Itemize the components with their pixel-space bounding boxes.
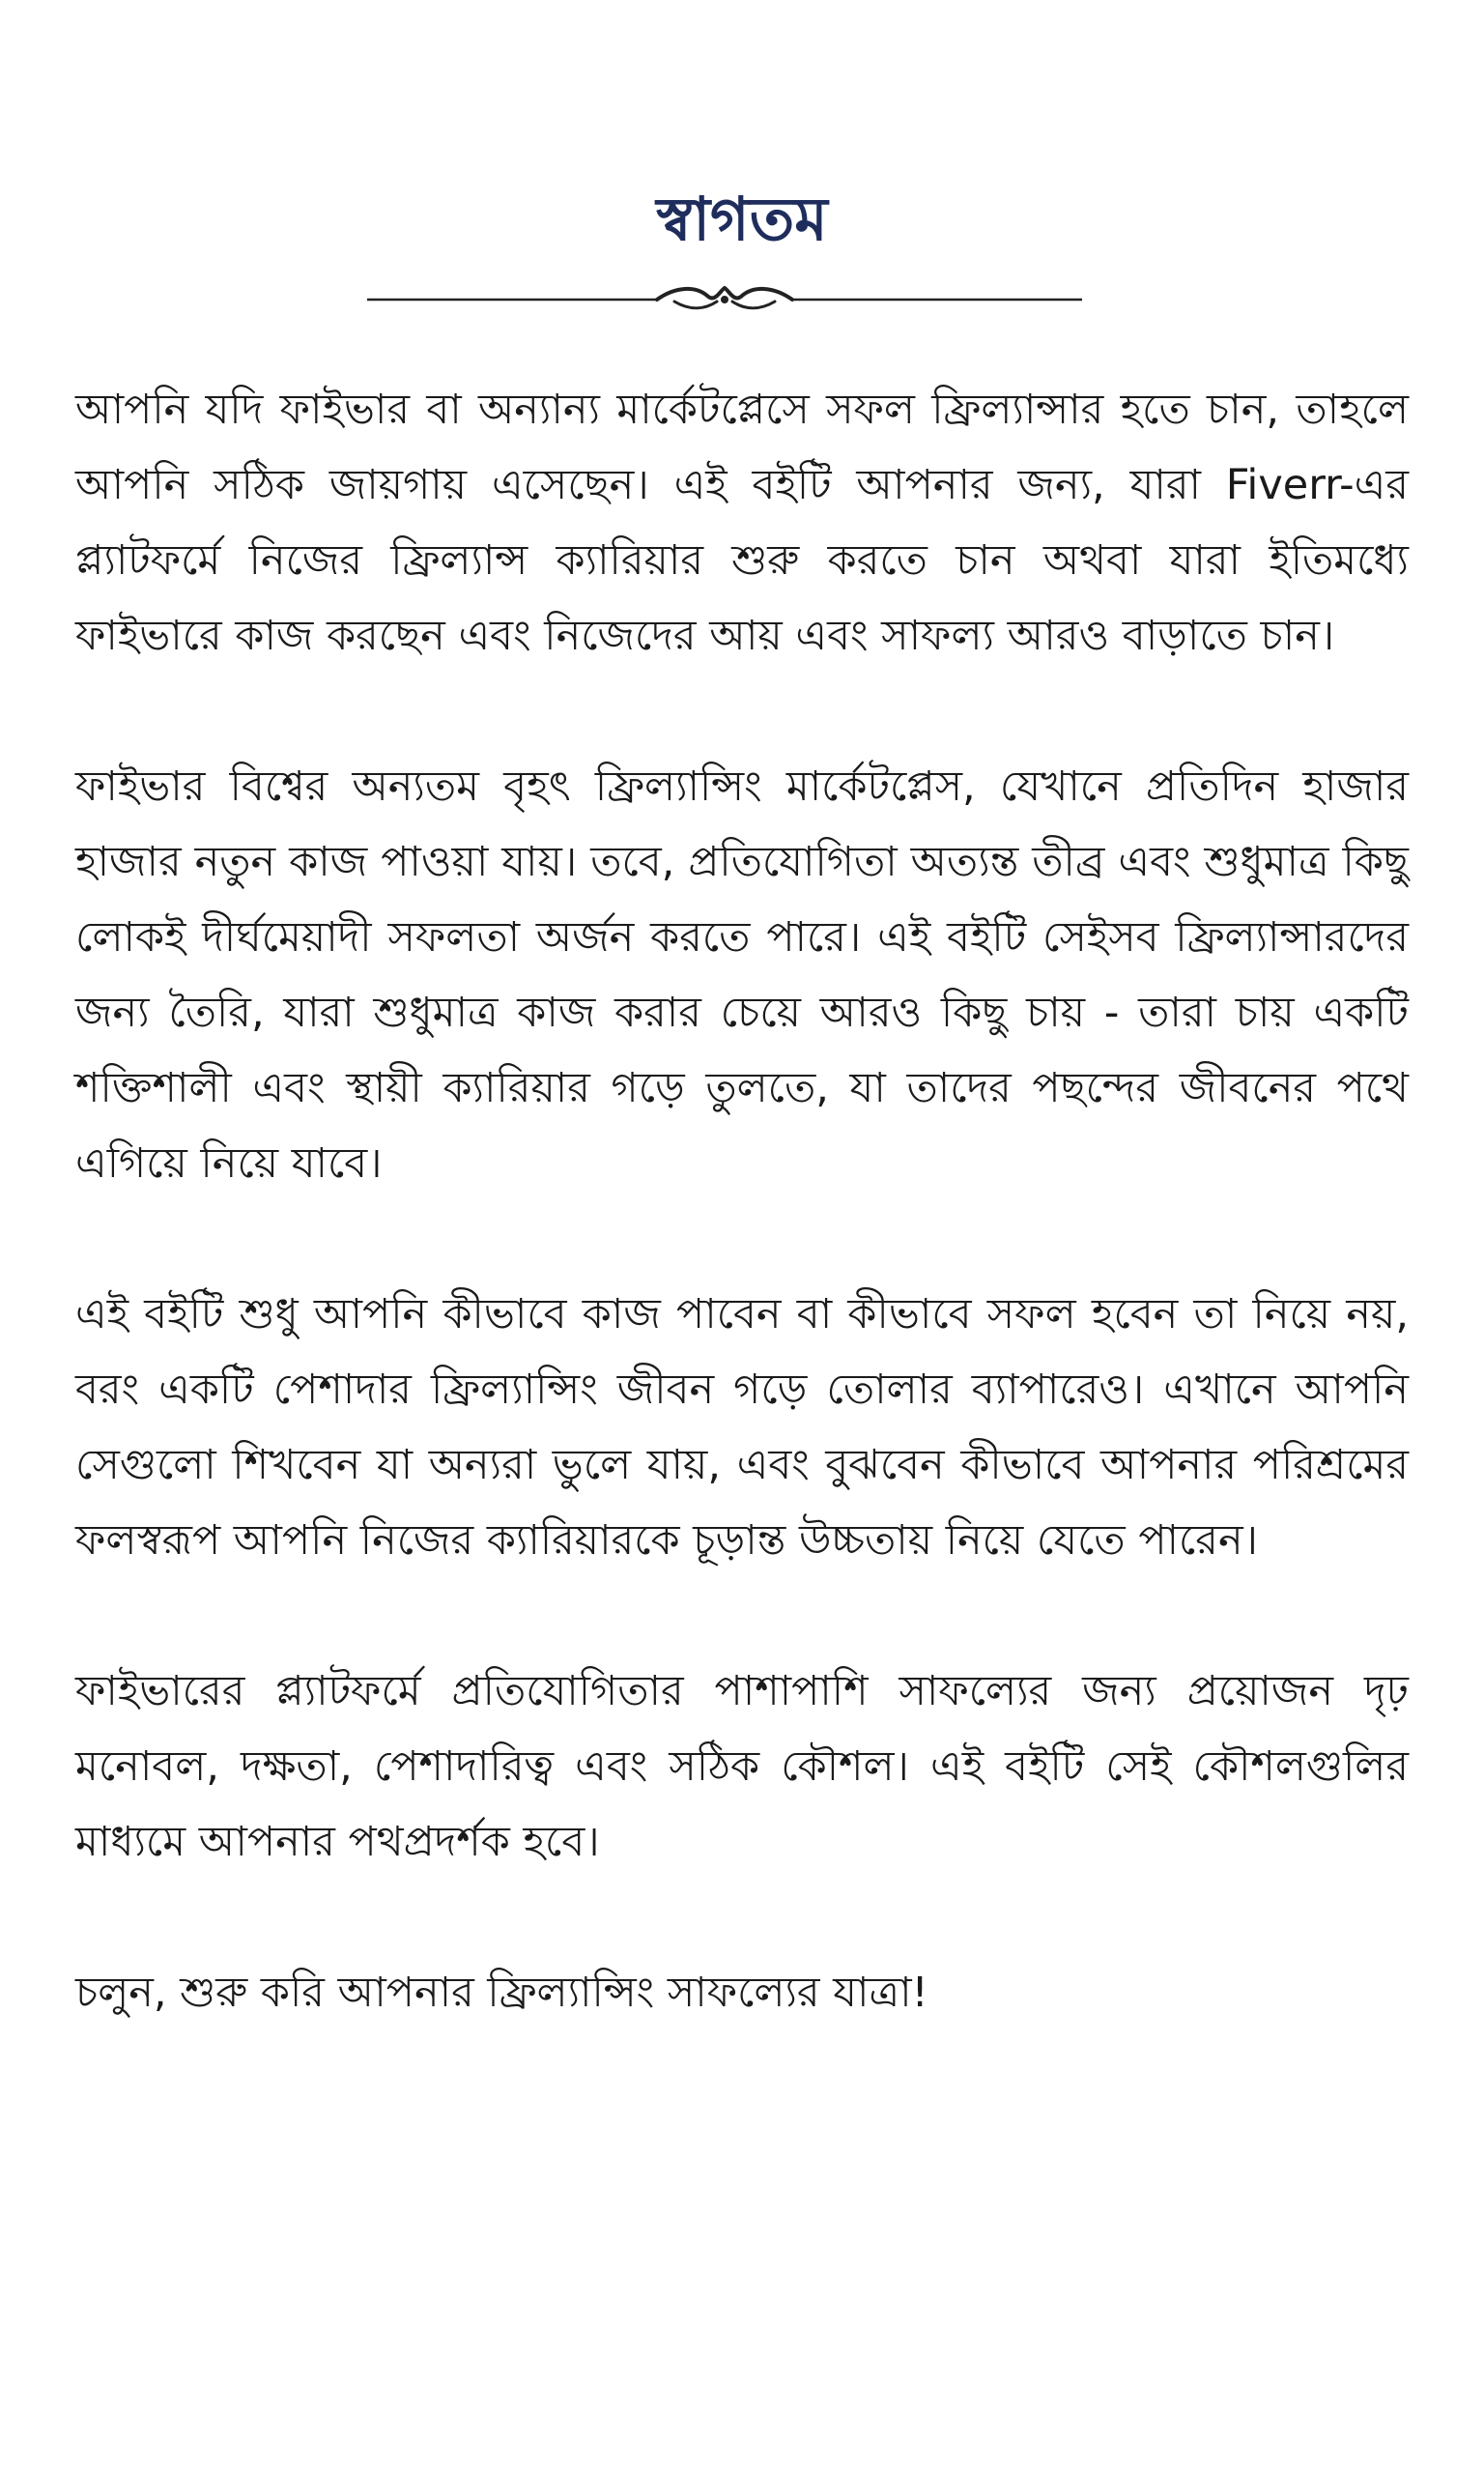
paragraph-2: ফাইভার বিশ্বের অন্যতম বৃহৎ ফ্রিল্যান্সিং মার্কেটপ্লেস, যেখানে প্রতিদিন হাজার হাজার নতুন কাজ পাওয়া যায়। তবে, প্রতিযোগিতা অত্যন্ত তীব্র এবং শুধুমাত্র কিছু লোকই দীর্ঘমেয়াদী সফলতা অর্জন করতে পারে। এই বইটি সেইসব ফ্রিল্যান্সারদের জন্য তৈরি, যারা শুধুমাত্র কাজ করার চেয়ে আরও কিছু চায় - তারা চায় একটি শক্তিশালী এবং স্থায়ী ক্যারিয়ার গড়ে তুলতে, যা তাদের পছন্দের জীবনের পথে এগিয়ে নিয়ে যাবে।	[75, 762, 1409, 1188]
heading	[0, 184, 1484, 255]
flourish-divider-icon	[367, 280, 1082, 319]
page-title: স্বাগতম	[656, 184, 828, 254]
paragraph-5: চলুন, শুরু করি আপনার ফ্রিল্যান্সিং সাফল্যের যাত্রা!	[75, 1969, 928, 2017]
paragraph-4: ফাইভারের প্ল্যাটফর্মে প্রতিযোগিতার পাশাপাশি সাফল্যের জন্য প্রয়োজন দৃঢ় মনোবল, দক্ষতা, পেশাদারিত্ব এবং সঠিক কৌশল। এই বইটি সেই কৌশলগুলির মাধ্যমে আপনার পথপ্রদর্শক হবে।	[75, 1667, 1409, 1866]
paragraph-3: এই বইটি শুধু আপনি কীভাবে কাজ পাবেন বা কীভাবে সফল হবেন তা নিয়ে নয়, বরং একটি পেশাদার ফ্রিল্যান্সিং জীবন গড়ে তোলার ব্যাপারেও। এখানে আপনি সেগুলো শিখবেন যা অন্যরা ভুলে যায়, এবং বুঝবেন কীভাবে আপনার পরিশ্রমের ফলস্বরূপ আপনি নিজের ক্যারিয়ারকে চূড়ান্ত উচ্চতায় নিয়ে যেতে পারেন।	[75, 1290, 1409, 1565]
body-text	[75, 372, 1409, 2106]
paragraph-1: আপনি যদি ফাইভার বা অন্যান্য মার্কেটপ্লেসে সফল ফ্রিল্যান্সার হতে চান, তাহলে আপনি সঠিক জায়গায় এসেছেন। এই বইটি আপনার জন্য, যারা Fiverr-এর প্ল্যাটফর্মে নিজের ফ্রিল্যান্স ক্যারিয়ার শুরু করতে চান অথবা যারা ইতিমধ্যে ফাইভারে কাজ করছেন এবং নিজেদের আয় এবং সাফল্য আরও বাড়াতে চান।	[75, 386, 1409, 660]
